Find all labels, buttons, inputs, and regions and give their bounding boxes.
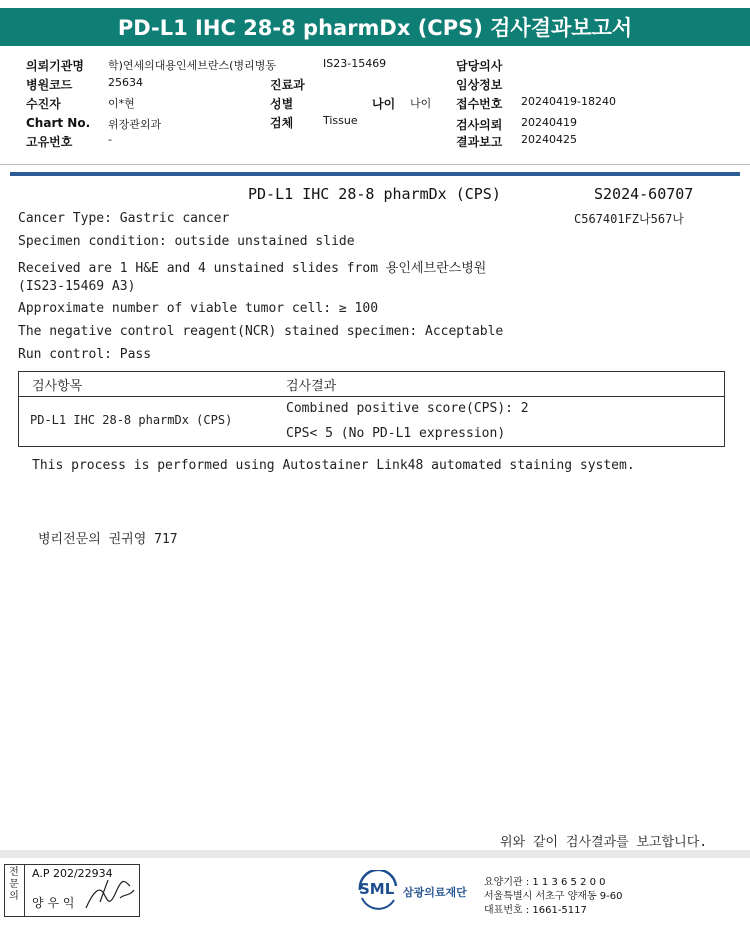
process-note: This process is performed using Autostainer Link48 automated staining system. (32, 458, 635, 473)
institution-value: 학)연세의대용인세브란스(병리병동 (108, 59, 276, 72)
patient-label: 수진자 (26, 97, 61, 111)
table-header-result: 검사결과 (286, 379, 337, 394)
pathologist: 병리전문의 권귀영 717 (38, 532, 178, 547)
signature-mark (80, 872, 138, 916)
institution-code: IS23-15469 (323, 57, 387, 70)
specimen-value: Tissue (323, 114, 358, 127)
patient-value: 이*현 (108, 97, 135, 110)
receipt-value: 20240419-18240 (521, 95, 616, 108)
table-result-line2: CPS< 5 (No PD-L1 expression) (286, 426, 506, 441)
institution-label: 의뢰기관명 (26, 59, 84, 73)
specimen-label: 검체 (270, 116, 294, 130)
report-title: PD-L1 IHC 28-8 pharmDx (CPS) 검사결과보고서 (0, 8, 750, 46)
footer-band (0, 850, 750, 858)
report-date-label: 결과보고 (456, 135, 503, 149)
doctor-label: 담당의사 (456, 59, 503, 73)
table-header-divider (18, 396, 725, 397)
signature-box-divider (24, 864, 25, 917)
report-line: Approximate number of viable tumor cell: ≥ 100 (18, 301, 379, 316)
table-header-item: 검사항목 (32, 379, 83, 394)
request-label: 검사의뢰 (456, 118, 503, 132)
hospital-code-label: 병원코드 (26, 78, 73, 92)
report-line: Cancer Type: Gastric cancer (18, 211, 230, 226)
foundation-name: 삼광의료재단 (403, 886, 467, 899)
table-result-line1: Combined positive score(CPS): 2 (286, 401, 529, 416)
specialist-name: 양 우 익 (32, 896, 75, 910)
address: 서울특별시 서초구 양재동 9-60 (484, 891, 623, 902)
chart-label: Chart No. (26, 116, 91, 130)
unique-value: - (108, 133, 112, 146)
report-number: S2024-60707 (594, 185, 694, 203)
specialist-label: 전문의 (9, 867, 19, 902)
report-line: (IS23-15469 A3) (18, 279, 136, 294)
header-divider (0, 164, 750, 165)
report-line: Run control: Pass (18, 347, 152, 362)
phone: 대표번호 : 1661-5117 (484, 905, 587, 916)
table-item: PD-L1 IHC 28-8 pharmDx (CPS) (30, 413, 233, 427)
report-date-value: 20240425 (521, 133, 577, 146)
clinical-label: 임상정보 (456, 78, 503, 92)
department-label: 진료과 (270, 78, 305, 92)
report-line: Received are 1 H&E and 4 unstained slides from 용인세브란스병원 (18, 261, 487, 276)
age-label: 나이 (372, 97, 396, 111)
chart-value: 위장관외과 (108, 118, 162, 131)
report-line: Specimen condition: outside unstained slide (18, 234, 355, 249)
logo-text: SML (359, 880, 395, 898)
unique-label: 고유번호 (26, 135, 73, 149)
hospital-code-value: 25634 (108, 76, 143, 89)
specimen-id: C567401FZ나567나 (574, 212, 684, 226)
receipt-label: 접수번호 (456, 97, 503, 111)
age-value: 나이 (410, 97, 432, 110)
closing-statement: 위와 같이 검사결과를 보고합니다. (500, 835, 708, 850)
care-institution: 요양기관 : 1 1 3 6 5 2 0 0 (484, 877, 606, 888)
test-name: PD-L1 IHC 28-8 pharmDx (CPS) (248, 185, 501, 203)
sex-label: 성별 (270, 97, 294, 111)
request-value: 20240419 (521, 116, 577, 129)
specialist-number: A.P 202/22934 (32, 867, 113, 880)
report-divider (10, 172, 740, 176)
report-line: The negative control reagent(NCR) stained specimen: Acceptable (18, 324, 504, 339)
